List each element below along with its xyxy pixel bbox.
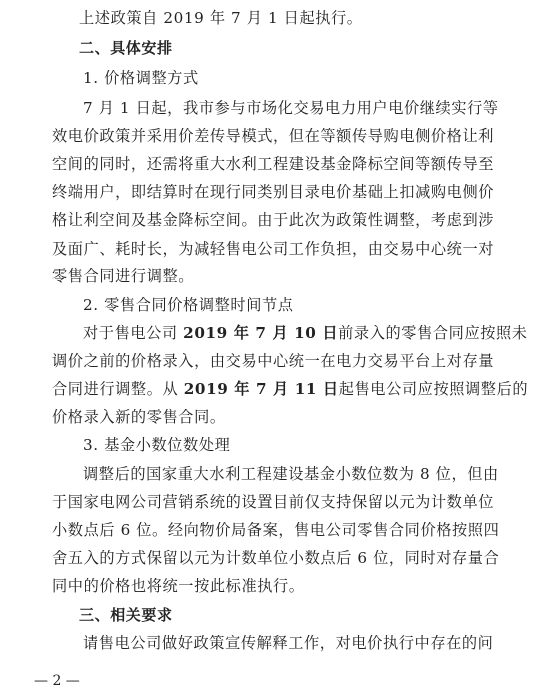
section-heading-2: 二、具体安排 — [79, 38, 173, 57]
text-run: 前录入的零售合同应按照未 — [338, 324, 528, 343]
text-run: 对于售电公司 — [83, 324, 184, 343]
paragraph-line: 于国家电网公司营销系统的设置目前仅支持保留以元为计数单位 — [52, 492, 495, 511]
policy-effective-line: 上述政策自 2019 年 7 月 1 日起执行。 — [79, 9, 363, 27]
paragraph-line: 格让利空间及基金降标空间。由于此次为政策性调整，考虑到涉 — [52, 211, 495, 230]
paragraph-line: 零售合同进行调整。 — [52, 267, 195, 286]
paragraph-line: 小数点后 6 位。经向物价局备案，售电公司零售合同价格按照四 — [52, 521, 500, 539]
paragraph-requirements-line: 请售电公司做好政策宣传解释工作，对电价执行中存在的问 — [83, 634, 494, 652]
paragraph-line: 终端用户，即结算时在现行同类别目录电价基础上扣减购电侧价 — [52, 182, 495, 201]
text-run: 合同进行调整。从 — [52, 380, 184, 399]
page-number: — 2 — — [34, 673, 80, 689]
paragraph-line: 空间的同时，还需将重大水利工程建设基金降标空间等额传导至 — [52, 155, 495, 173]
date-jul-10: 2019 年 7 月 10 日 — [183, 324, 339, 343]
paragraph-line: 调价之前的价格录入，由交易中心统一在电力交易平台上对存量 — [52, 351, 495, 370]
subheading-price-adjustment: 1. 价格调整方式 — [83, 68, 199, 87]
paragraph-line: 舍五入的方式保留以元为计数单位小数点后 6 位，同时对存量合 — [52, 548, 500, 567]
subheading-time-nodes: 2. 零售合同价格调整时间节点 — [83, 295, 294, 314]
subheading-fund-decimals: 3. 基金小数位数处理 — [83, 436, 231, 455]
paragraph-line: 及面广、耗时长，为减轻售电公司工作负担，由交易中心统一对 — [52, 239, 495, 258]
date-jul-11: 2019 年 7 月 11 日 — [183, 380, 339, 399]
section-heading-3: 三、相关要求 — [79, 605, 173, 624]
paragraph-line — [52, 379, 529, 399]
paragraph-line: 同中的价格也将统一按此标准执行。 — [52, 577, 305, 596]
paragraph-line: 价格录入新的零售合同。 — [52, 408, 226, 426]
paragraph-line — [83, 323, 528, 343]
paragraph-line: 调整后的国家重大水利工程建设基金小数位数为 8 位，但由 — [83, 464, 499, 483]
text-run: 起售电公司应按照调整后的 — [338, 380, 529, 399]
paragraph-line: 效电价政策并采用价差传导模式，但在等额传导购电侧价格让利 — [52, 126, 495, 145]
paragraph-line: 7 月 1 日起，我市参与市场化交易电力用户电价继续实行等 — [83, 98, 499, 117]
